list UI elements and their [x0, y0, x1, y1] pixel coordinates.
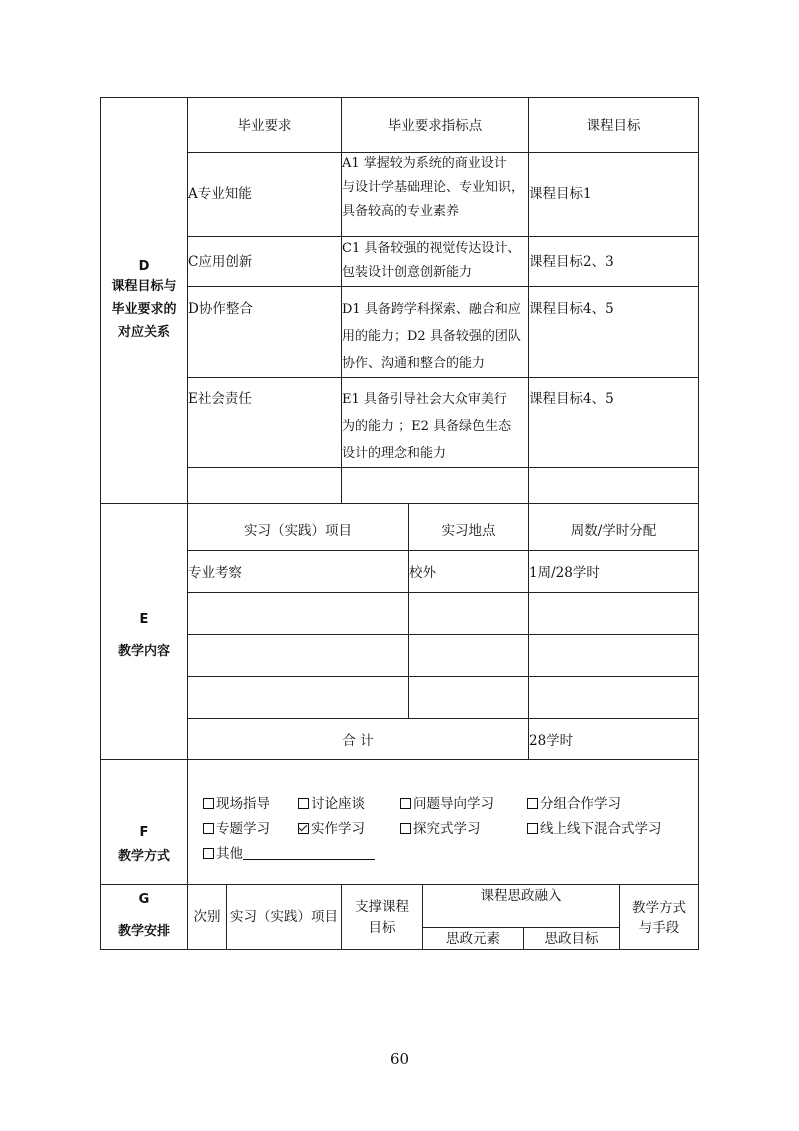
teaching-method-option[interactable]	[298, 821, 365, 837]
checkbox-icon[interactable]	[298, 798, 309, 809]
section-f-letter: F	[139, 825, 149, 840]
teaching-method-option[interactable]	[203, 846, 375, 862]
total-value: 28学时	[529, 733, 574, 749]
checkbox-icon[interactable]	[527, 823, 538, 834]
checked-checkbox-icon[interactable]	[298, 823, 309, 834]
table-cell: 课程目标4、5	[529, 301, 614, 317]
option-label: 专题学习	[216, 821, 270, 837]
column-header: 教学方式	[632, 900, 686, 916]
option-label: 实作学习	[311, 821, 365, 837]
text-line: 用的能力；D2 具备较强的团队	[342, 329, 521, 344]
section-d-title-line: 毕业要求的	[111, 302, 177, 317]
other-blank-field[interactable]	[243, 846, 375, 860]
checkbox-icon[interactable]	[203, 823, 214, 834]
text-line: 与设计学基础理论、专业知识，	[342, 180, 525, 195]
teaching-method-option[interactable]	[298, 796, 365, 812]
table-cell: C应用创新	[188, 254, 253, 270]
column-header: 课程思政融入	[480, 888, 562, 904]
checkbox-icon[interactable]	[400, 798, 411, 809]
page-number: 60	[389, 1050, 410, 1068]
option-label: 讨论座谈	[311, 796, 365, 812]
column-header: 次别	[193, 909, 221, 925]
column-header: 周数/学时分配	[570, 523, 657, 539]
e-row-line	[187, 718, 699, 719]
e-row-line	[187, 634, 699, 635]
table-cell-multiline	[342, 237, 530, 285]
option-label: 其他	[216, 846, 243, 862]
teaching-method-option[interactable]	[400, 821, 481, 837]
g-col-line	[619, 884, 620, 950]
table-cell: 1周/28学时	[529, 565, 600, 581]
section-g-title: 教学安排	[117, 924, 170, 939]
section-d-letter: D	[138, 259, 150, 274]
section-e-title: 教学内容	[117, 644, 170, 659]
column-header: 支撑课程	[355, 899, 409, 915]
table-cell: 课程目标1	[529, 186, 592, 202]
option-label: 分组合作学习	[540, 796, 621, 812]
e-col-line	[528, 503, 529, 759]
total-label: 合 计	[342, 733, 374, 749]
d-row-line	[187, 467, 699, 468]
option-label: 探究式学习	[413, 821, 481, 837]
table-cell: 校外	[409, 565, 436, 581]
teaching-method-option[interactable]	[203, 796, 270, 812]
checkbox-icon[interactable]	[400, 823, 411, 834]
e-row-line	[187, 592, 699, 593]
d-row-line	[187, 286, 699, 287]
option-label: 线上线下混合式学习	[540, 821, 662, 837]
checkbox-icon[interactable]	[203, 848, 214, 859]
d-row-line	[187, 377, 699, 378]
table-cell-multiline	[342, 152, 530, 224]
text-line: 协作、沟通和整合的能力	[342, 356, 486, 371]
section-e-letter: E	[139, 612, 149, 627]
column-header: 实习（实践）项目	[244, 523, 352, 539]
column-header: 目标	[368, 920, 396, 936]
table-cell: 课程目标4、5	[529, 391, 614, 407]
checkbox-icon[interactable]	[203, 798, 214, 809]
g-col-line	[341, 884, 342, 950]
checkbox-icon[interactable]	[527, 798, 538, 809]
table-cell: 专业考察	[188, 565, 242, 581]
teaching-method-option[interactable]	[400, 796, 494, 812]
option-label: 问题导向学习	[413, 796, 494, 812]
separator-d-e	[100, 503, 699, 504]
section-g-letter: G	[138, 892, 150, 907]
text-line: C1 具备较强的视觉传达设计、	[342, 241, 521, 256]
table-border-left	[100, 97, 101, 950]
column-header: 思政目标	[544, 931, 599, 947]
table-border-top	[100, 97, 699, 98]
section-d-title-line: 课程目标与	[111, 279, 177, 294]
table-cell-multiline	[342, 296, 530, 377]
table-cell: 课程目标2、3	[529, 254, 614, 270]
table-cell: E社会责任	[188, 391, 252, 407]
table-cell: D协作整合	[188, 301, 253, 317]
text-line: D1 具备跨学科探索、融合和应	[342, 302, 521, 317]
separator-e-f	[100, 759, 699, 760]
text-line: A1 掌握较为系统的商业设计	[342, 156, 507, 171]
table-cell-multiline	[342, 386, 530, 467]
column-header: 实习（实践）项目	[230, 909, 338, 925]
column-header: 毕业要求指标点	[387, 118, 483, 134]
e-row-line	[187, 550, 699, 551]
teaching-method-option[interactable]	[527, 821, 662, 837]
text-line: 包装设计创意创新能力	[342, 265, 473, 280]
column-header: 思政元素	[446, 931, 500, 947]
column-header: 与手段	[638, 920, 680, 936]
option-label: 现场指导	[216, 796, 270, 812]
section-f-title: 教学方式	[117, 849, 170, 864]
column-header: 课程目标	[586, 118, 641, 134]
text-line: 具备较高的专业素养	[342, 204, 460, 219]
g-row-line	[422, 927, 620, 928]
text-line: E1 具备引导社会大众审美行	[342, 392, 507, 407]
section-d-title-line: 对应关系	[117, 325, 170, 340]
table-border-bottom	[100, 949, 699, 950]
e-row-line	[187, 676, 699, 677]
table-border-right	[698, 97, 699, 950]
teaching-method-option[interactable]	[203, 821, 270, 837]
separator-f-g	[100, 884, 699, 885]
text-line: 设计的理念和能力	[342, 446, 447, 461]
table-cell: A专业知能	[188, 186, 252, 202]
teaching-method-option[interactable]	[527, 796, 621, 812]
column-header: 毕业要求	[237, 118, 292, 134]
text-line: 为的能力 ；E2 具备绿色生态	[342, 419, 512, 434]
label-column-divider	[187, 97, 188, 884]
column-header: 实习地点	[441, 523, 496, 539]
